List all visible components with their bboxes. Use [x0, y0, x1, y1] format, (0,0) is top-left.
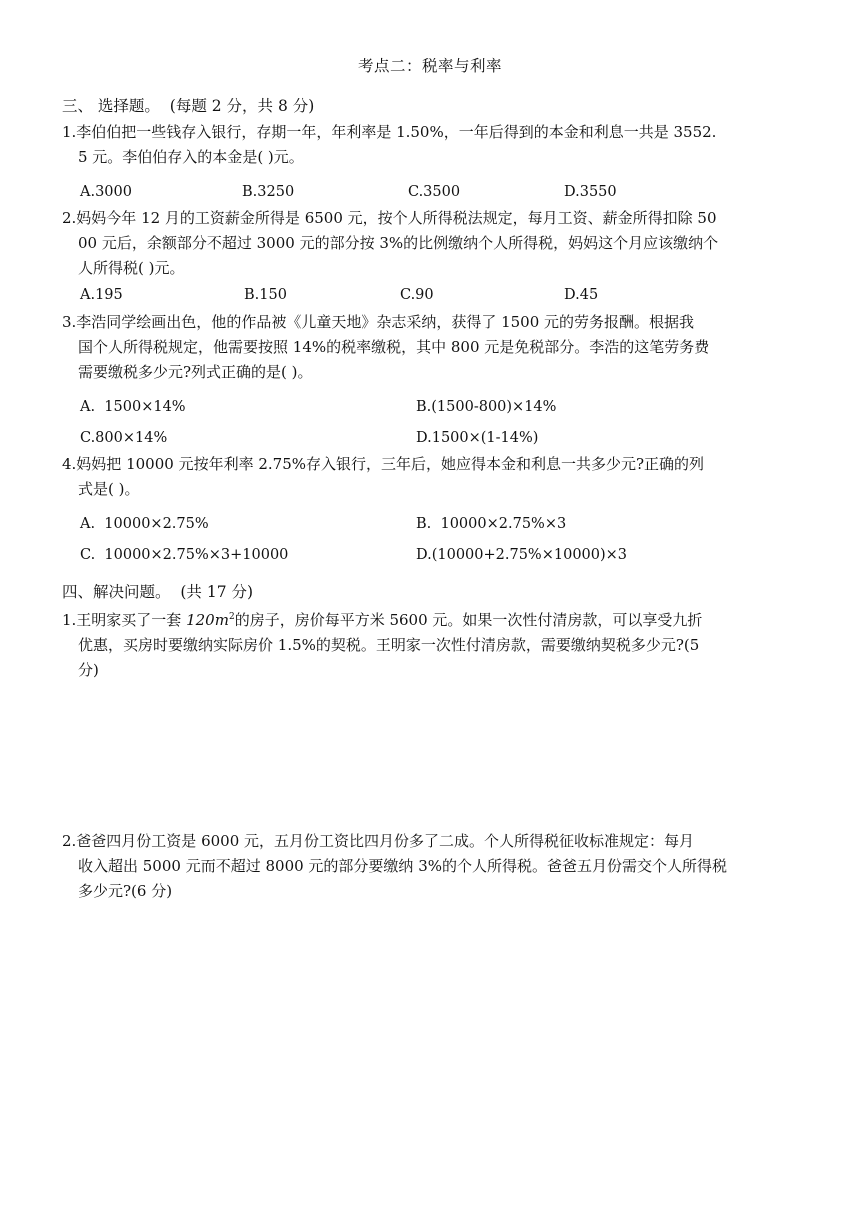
question-text-line: 4.妈妈把 10000 元按年利率 2.75%存入银行，三年后，她应得本金和利息一共多少元?正确的列: [62, 455, 705, 473]
option-d[interactable]: D.(10000+2.75%×10000)×3: [416, 547, 628, 563]
option-c[interactable]: C.800×14%: [80, 430, 168, 446]
option-a[interactable]: A. 1500×14%: [80, 399, 186, 415]
options-row-q4-2: [80, 543, 780, 567]
options-row-q2: [80, 283, 780, 307]
choice-question-4: [62, 452, 802, 502]
choice-question-1: [62, 120, 802, 170]
options-row-q3-2: [80, 426, 780, 450]
question-text-line: 国个人所得税规定，他需要按照 14%的税率缴税，其中 800 元是免税部分。李浩的这笔劳务费: [78, 338, 710, 356]
option-c[interactable]: C.3500: [408, 184, 461, 200]
options-row-q3-1: [80, 395, 780, 419]
area-value: 120m: [186, 611, 229, 629]
solve-question-2: [62, 829, 802, 904]
page-title: 考点二：税率与利率: [357, 57, 502, 75]
choice-question-3: [62, 310, 802, 385]
question-text-line: 收入超出 5000 元而不超过 8000 元的部分要缴纳 3%的个人所得税。爸爸五月份需交个人所得税: [78, 857, 727, 875]
question-text-line: 3.李浩同学绘画出色，他的作品被《儿童天地》杂志采纳，获得了 1500 元的劳务报酬。根据我: [62, 313, 695, 331]
solve-question-1: [62, 608, 802, 683]
question-text-line: 优惠，买房时要缴纳实际房价 1.5%的契税。王明家一次性付清房款，需要缴纳契税多少元?(5: [78, 636, 700, 654]
option-c[interactable]: C. 10000×2.75%×3+10000: [80, 547, 289, 563]
option-d[interactable]: D.1500×(1-14%): [416, 430, 539, 446]
option-d[interactable]: D.45: [564, 287, 599, 303]
question-text-line: 2.爸爸四月份工资是 6000 元，五月份工资比四月份多了二成。个人所得税征收标准规定：每月: [62, 832, 695, 850]
question-text-line: 分): [78, 661, 99, 679]
question-text-line: 多少元?(6 分): [78, 882, 173, 900]
options-row-q1: [80, 180, 780, 204]
section-heading-choice: 三、 选择题。 (每题 2 分，共 8 分): [62, 97, 315, 115]
question-text-line: 式是( )。: [78, 480, 140, 498]
question-text-line: 人所得税( )元。: [78, 259, 185, 277]
question-text-line: 00 元后，余额部分不超过 3000 元的部分按 3%的比例缴纳个人所得税，妈妈这个月应该缴纳个: [78, 234, 719, 252]
question-text: 1.王明家买了一套: [62, 611, 187, 629]
question-text-line: [62, 608, 802, 633]
option-a[interactable]: A.3000: [80, 184, 132, 200]
question-text: 的房子，房价每平方米 5600 元。如果一次性付清房款，可以享受九折: [234, 611, 703, 629]
choice-question-2: [62, 206, 802, 281]
question-text-line: 2.妈妈今年 12 月的工资薪金所得是 6500 元，按个人所得税法规定，每月工资、薪金所得扣除 50: [62, 209, 717, 227]
question-text-line: 需要缴税多少元?列式正确的是( )。: [78, 363, 313, 381]
question-text-line: 1.李伯伯把一些钱存入银行，存期一年，年利率是 1.50%，一年后得到的本金和利息一共是 3552.: [62, 123, 717, 141]
option-a[interactable]: A. 10000×2.75%: [80, 516, 209, 532]
option-a[interactable]: A.195: [80, 287, 123, 303]
option-b[interactable]: B.150: [244, 287, 287, 303]
option-d[interactable]: D.3550: [564, 184, 617, 200]
question-text-line: 5 元。李伯伯存入的本金是( )元。: [78, 148, 304, 166]
option-b[interactable]: B.(1500-800)×14%: [416, 399, 557, 415]
option-c[interactable]: C.90: [400, 287, 434, 303]
options-row-q4-1: [80, 512, 780, 536]
area-exponent: 2: [228, 612, 235, 622]
option-b[interactable]: B.3250: [242, 184, 295, 200]
option-b[interactable]: B. 10000×2.75%×3: [416, 516, 567, 532]
section-heading-solve: 四、解决问题。 (共 17 分): [62, 583, 254, 601]
